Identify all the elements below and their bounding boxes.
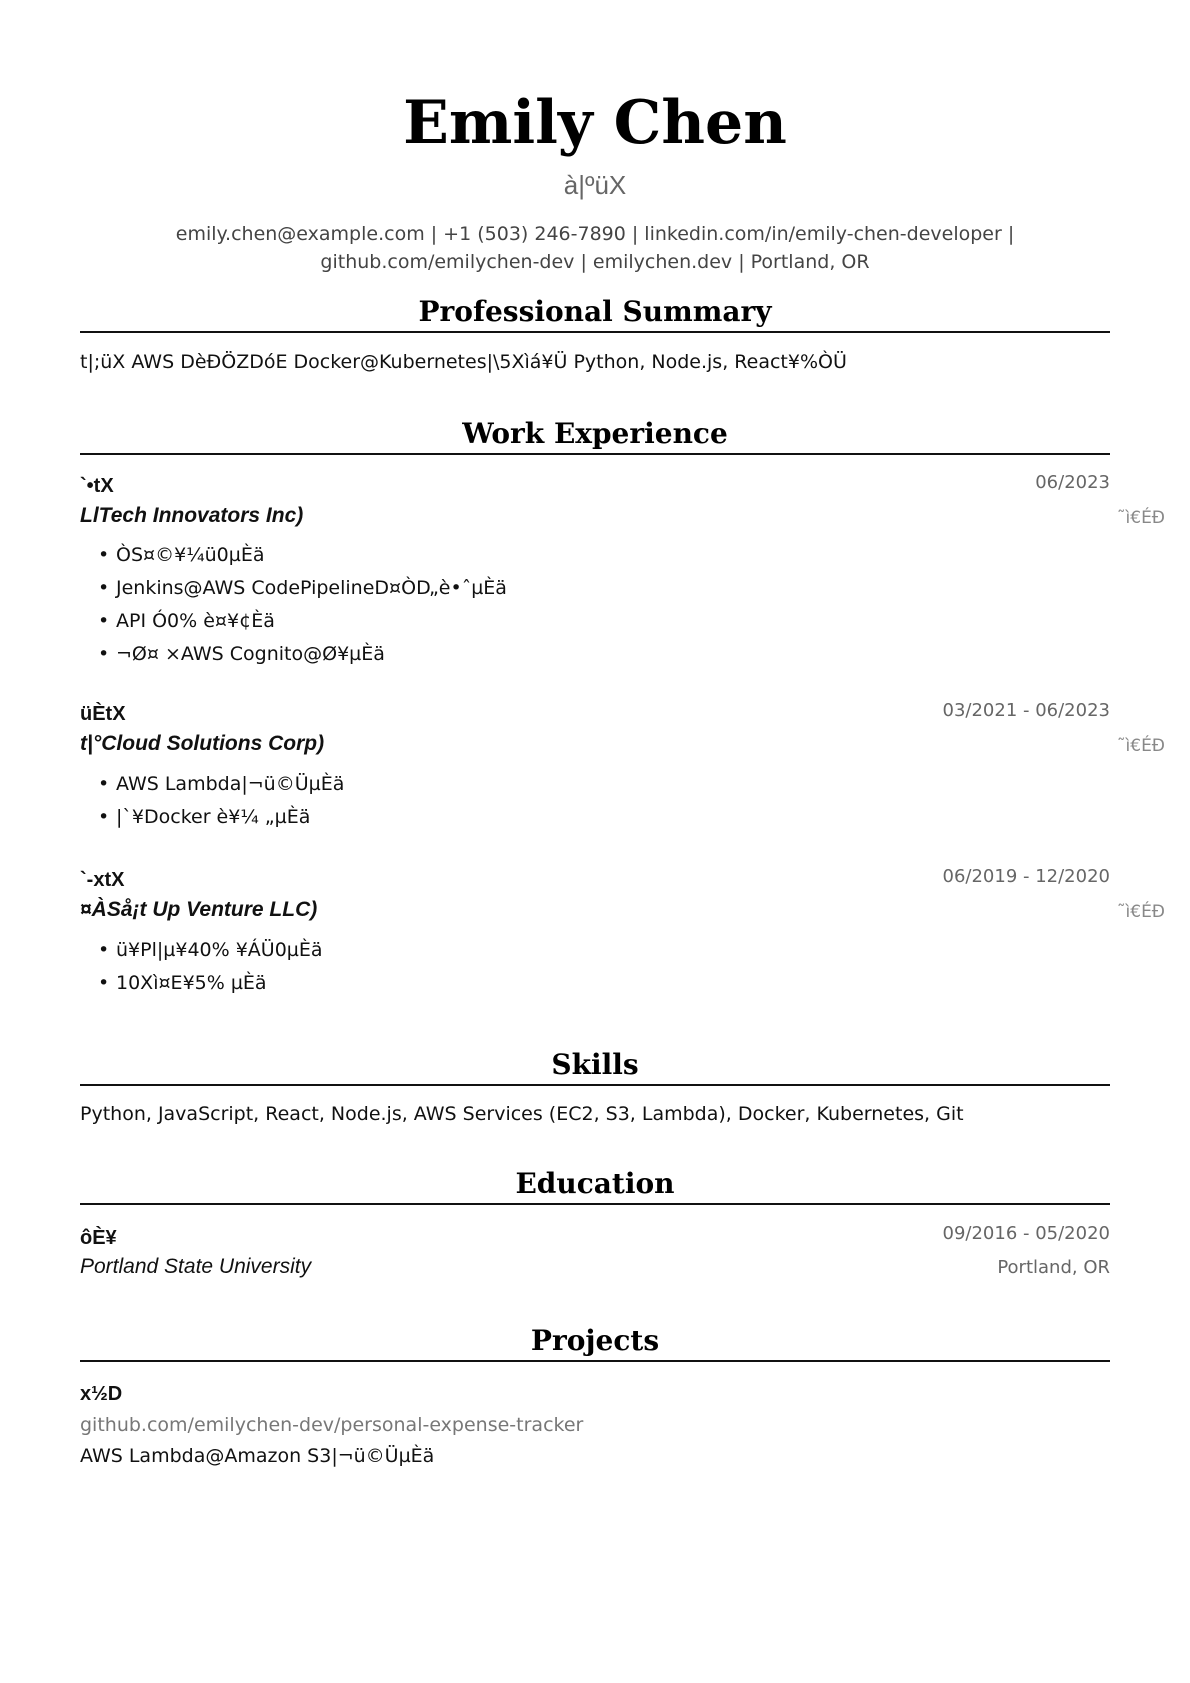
job-date: 03/2021 - 06/2023 bbox=[942, 700, 1110, 721]
education-location: Portland, OR bbox=[997, 1257, 1110, 1278]
job-date: 06/2019 - 12/2020 bbox=[942, 866, 1110, 887]
bullet-dot-icon: • bbox=[98, 577, 110, 599]
education-heading: Education bbox=[515, 1167, 675, 1200]
summary-text: t|;üX AWS DèÐÖZDóE Docker@Kubernetes|\5Xìá¥Ü Python, Node.js, React¥%ÒÜ bbox=[80, 351, 847, 373]
skills-divider bbox=[80, 1084, 1110, 1086]
bullet-dot-icon: • bbox=[98, 972, 110, 994]
bullet-dot-icon: • bbox=[98, 773, 110, 795]
experience-divider bbox=[80, 453, 1110, 455]
contact-line-1: emily.chen@example.com | +1 (503) 246-7890 | linkedin.com/in/emily-chen-developer | bbox=[175, 223, 1015, 245]
project-name: x½D bbox=[80, 1383, 123, 1405]
education-degree: ôÈ¥ bbox=[80, 1227, 117, 1249]
candidate-name: Emily Chen bbox=[403, 88, 787, 158]
projects-heading: Projects bbox=[530, 1324, 660, 1357]
bullet-item: • API Ó0% è¤¥¢Èä bbox=[98, 610, 275, 632]
summary-divider bbox=[80, 331, 1110, 333]
job-location: ˜ì€ÉÐ bbox=[1117, 508, 1165, 528]
resume-page bbox=[80, 0, 1165, 1683]
bullet-item: • ü¥Pl|µ¥40% ¥ÁÜ0µÈä bbox=[98, 939, 323, 961]
bullet-item: • Jenkins@AWS CodePipelineD¤ÒD„è•ˆµÈä bbox=[98, 577, 507, 599]
job-role: üÈtX bbox=[80, 703, 126, 725]
job-company: ¤ÀSå¡t Up Venture LLC) bbox=[80, 898, 318, 921]
bullet-dot-icon: • bbox=[98, 939, 110, 961]
skills-text: Python, JavaScript, React, Node.js, AWS Services (EC2, S3, Lambda), Docker, Kubernetes, Git bbox=[80, 1103, 964, 1125]
experience-heading: Work Experience bbox=[462, 417, 728, 450]
job-company: t|°Cloud Solutions Corp) bbox=[80, 732, 325, 755]
summary-heading: Professional Summary bbox=[418, 295, 772, 328]
job-bullets bbox=[98, 542, 507, 674]
bullet-item: • |`¥Docker è¥¼ „µÈä bbox=[98, 806, 311, 828]
education-school: Portland State University bbox=[80, 1255, 312, 1278]
bullet-dot-icon: • bbox=[98, 610, 110, 632]
bullet-item: • AWS Lambda|¬ü©ÜµÈä bbox=[98, 773, 345, 795]
job-location: ˜ì€ÉÐ bbox=[1117, 736, 1165, 756]
bullet-item: • 10Xì¤E¥5% µÈä bbox=[98, 972, 267, 994]
skills-heading: Skills bbox=[551, 1048, 639, 1081]
job-company: LlTech Innovators Inc) bbox=[80, 504, 304, 527]
job-date: 06/2023 bbox=[1035, 472, 1110, 493]
education-divider bbox=[80, 1203, 1110, 1205]
project-link[interactable]: github.com/emilychen-dev/personal-expense-tracker bbox=[80, 1414, 584, 1436]
contact-info bbox=[80, 220, 1110, 276]
project-description: AWS Lambda@Amazon S3|¬ü©ÜµÈä bbox=[80, 1445, 435, 1467]
education-date: 09/2016 - 05/2020 bbox=[942, 1223, 1110, 1244]
job-bullets bbox=[98, 937, 323, 1003]
bullet-dot-icon: • bbox=[98, 643, 110, 665]
bullet-dot-icon: • bbox=[98, 544, 110, 566]
bullet-dot-icon: • bbox=[98, 806, 110, 828]
candidate-subtitle: à|ºüX bbox=[563, 170, 627, 200]
job-role: `-xtX bbox=[80, 869, 125, 891]
bullet-item: • ÒS¤©¥¼ü0µÈä bbox=[98, 544, 265, 566]
contact-line-2: github.com/emilychen-dev | emilychen.dev | Portland, OR bbox=[320, 251, 870, 273]
job-location: ˜ì€ÉÐ bbox=[1117, 902, 1165, 922]
projects-divider bbox=[80, 1360, 1110, 1362]
bullet-item: • ¬Ø¤ ×AWS Cognito@Ø¥µÈä bbox=[98, 643, 385, 665]
job-role: `•tX bbox=[80, 475, 114, 497]
job-bullets bbox=[98, 771, 344, 837]
